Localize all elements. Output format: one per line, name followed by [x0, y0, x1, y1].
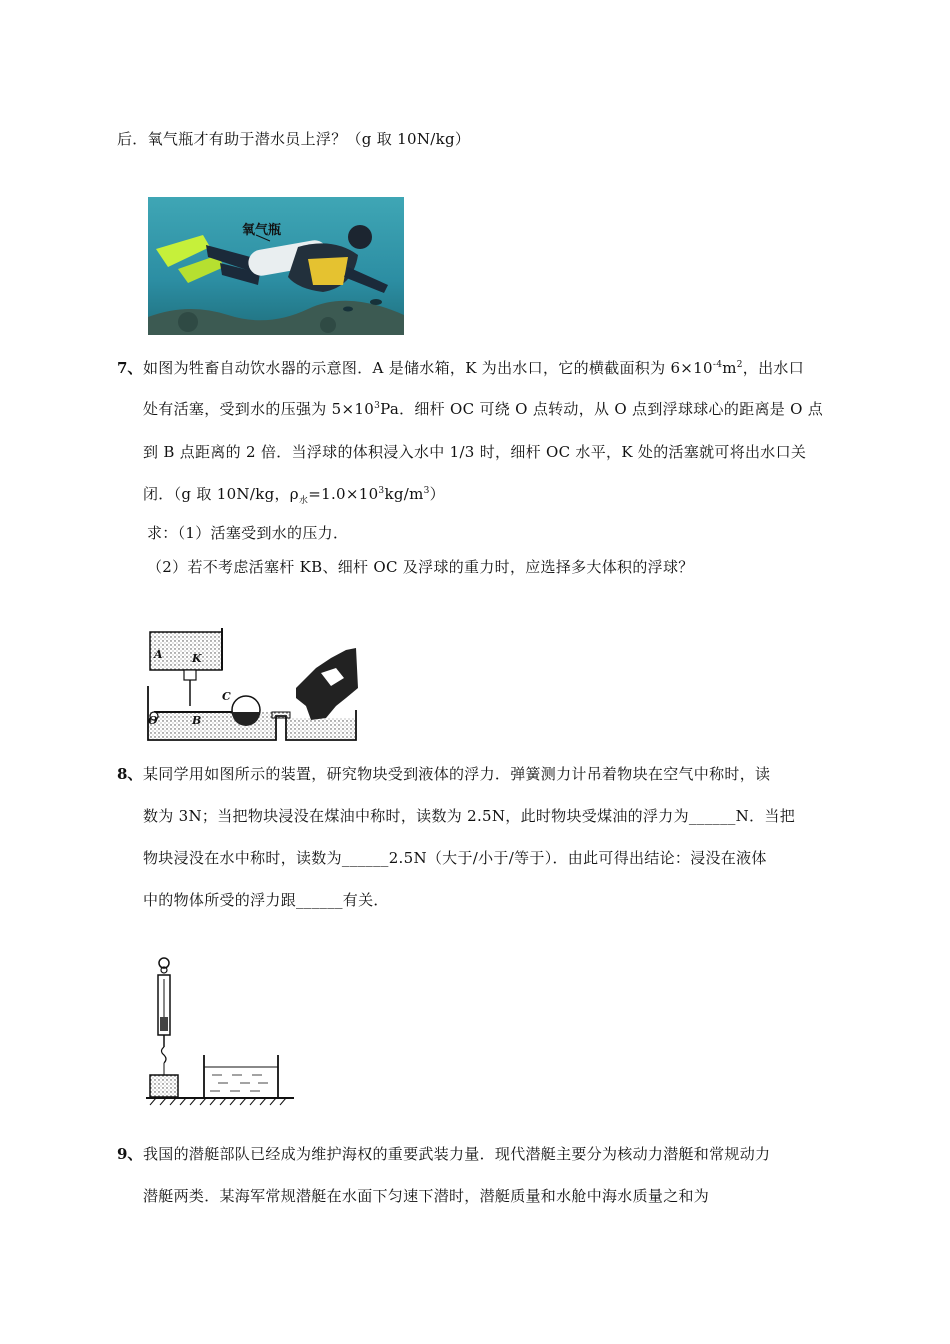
question-7-line-2: 处有活塞，受到水的压强为 $5\times 10^3Pa$．细杆 OC 可绕 O 点转动，从 O 点到浮球球心的距离是 O 点 [143, 400, 824, 418]
question-8-line-3: 物块浸没在水中称时，读数为______2.5N（大于/小于/等于）．由此可得出结论：浸没在液体 [143, 849, 767, 867]
question-7-line-3: 到 B 点距离的 2 倍．当浮球的体积浸入水中 1/3 时，细杆 OC 水平，K 处的活塞就可将出水口关 [143, 443, 807, 461]
question-9-number: 9、 [117, 1145, 143, 1163]
question-7-ask-1: 求：（1）活塞受到水的压力． [147, 524, 349, 542]
question-7-line-1: 如图为牲畜自动饮水器的示意图．A 是储水箱，K 为出水口，它的横截面积为 $6\times 10^{-4}m^2$，出水口 [143, 359, 804, 377]
label-a: A [154, 648, 163, 661]
question-8-line-4: 中的物体所受的浮力跟______有关． [143, 891, 389, 909]
question-9-line-1: 我国的潜艇部队已经成为维护海权的重要武装力量．现代潜艇主要分为核动力潜艇和常规动力 [143, 1145, 771, 1163]
question-8-line-2: 数为 3N；当把物块浸没在煤油中称时，读数为 2.5N，此时物块受煤油的浮力为______N．当把 [143, 807, 796, 825]
question-8-number: 8、 [117, 765, 143, 783]
label-o: O [148, 714, 158, 727]
question-7-number: 7、 [117, 359, 143, 377]
water-dispenser-diagram [146, 628, 360, 744]
spring-scale-diagram [146, 955, 296, 1125]
label-c: C [222, 690, 231, 703]
label-k: K [192, 652, 202, 665]
question-8-line-1: 某同学用如图所示的装置，研究物块受到液体的浮力．弹簧测力计吊着物块在空气中称时，读 [143, 765, 771, 783]
question-7-ask-2: （2）若不考虑活塞杆 KB、细杆 OC 及浮球的重力时，应选择多大体积的浮球？ [147, 558, 694, 576]
label-b: B [192, 714, 202, 727]
question-9-line-2: 潜艇两类．某海军常规潜艇在水面下匀速下潜时，潜艇质量和水舱中海水质量之和为 [143, 1187, 710, 1205]
question-6-tail: 后．氧气瓶才有助于潜水员上浮？（g 取 10N/kg） [117, 130, 471, 148]
diver-image [148, 197, 404, 335]
question-7-line-4: 闭．（g 取 10N/kg，$\rho_水=1.0\times 10^3kg/m^3$） [143, 485, 445, 506]
oxygen-tank-label: 氧气瓶 [242, 223, 282, 238]
